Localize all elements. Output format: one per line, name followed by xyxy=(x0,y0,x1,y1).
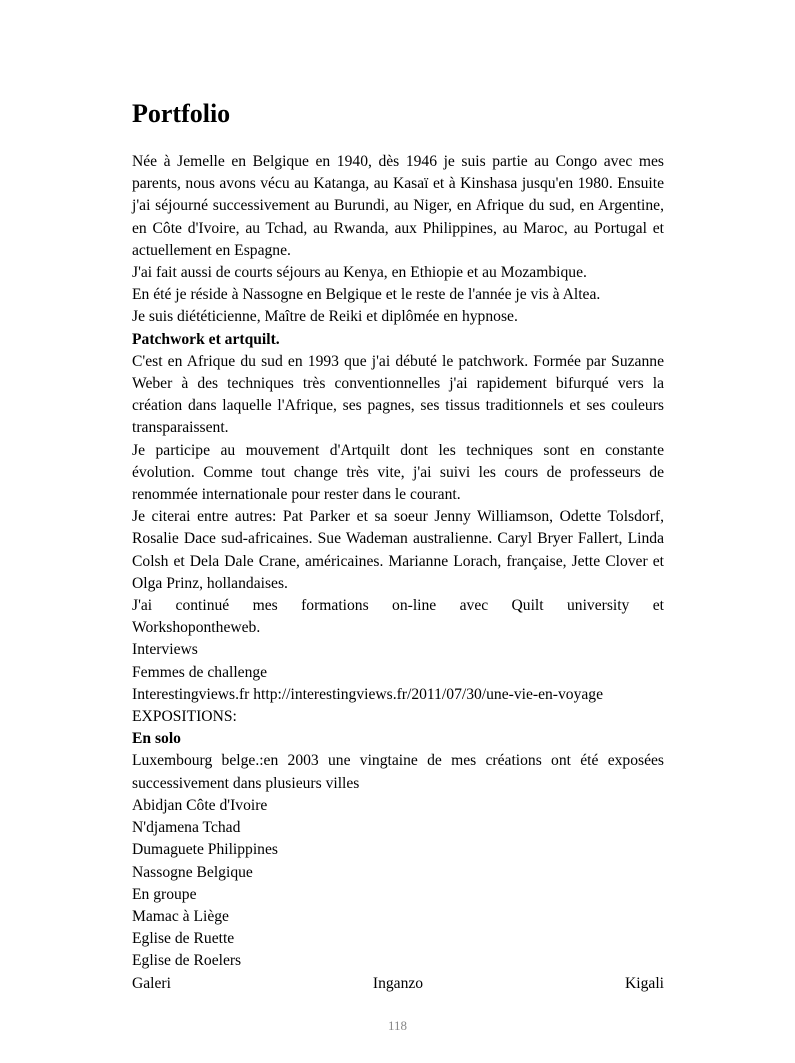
section-heading-patchwork: Patchwork et artquilt. xyxy=(132,330,280,348)
patchwork-paragraph: C'est en Afrique du sud en 1993 que j'ai débuté le patchwork. Formée par Suzanne Weber à des techniques très conventionnelles j'ai rapidement bifurqué vers la création dans laquelle l'Afrique, ses pagnes, ses tissus traditionnels et ses couleurs transparaissent. xyxy=(132,352,664,437)
solo-exhibition-item: Dumaguete Philippines xyxy=(132,841,278,859)
interview-item-link: Interestingviews.fr http://interestingviews.fr/2011/07/30/une-vie-en-voyage xyxy=(132,685,604,703)
group-exhibition-item: Mamac à Liège xyxy=(132,907,229,925)
group-exhibition-item: Eglise de Ruette xyxy=(132,930,235,948)
expositions-heading: EXPOSITIONS: xyxy=(132,708,237,726)
last-line-word: Kigali xyxy=(625,974,664,992)
solo-exhibition-item: N'djamena Tchad xyxy=(132,819,241,837)
intro-paragraph: Née à Jemelle en Belgique en 1940, dès 1946 je suis partie au Congo avec mes parents, nous avons vécu au Katanga, au Kasaï et à Kinshasa jusqu'en 1980. Ensuite j'ai séjourné successivement au Burundi, au Niger, en Afrique du sud, en Argentine, en Côte d'Ivoire, au Tchad, au Rwanda, aux Philippines, au Maroc, au Portugal et actuellement en Espagne. xyxy=(132,153,664,259)
interviews-heading: Interviews xyxy=(132,641,198,659)
last-line-word: Galeri xyxy=(132,974,171,992)
solo-exhibition-item: Abidjan Côte d'Ivoire xyxy=(132,796,268,814)
online-training-line-end: Workshopontheweb. xyxy=(132,619,261,637)
solo-exhibition-item: Nassogne Belgique xyxy=(132,863,253,881)
solo-intro: Luxembourg belge.:en 2003 une vingtaine de mes créations ont été exposées successivement dans plusieurs villes xyxy=(132,752,664,792)
patchwork-paragraph: Je citerai entre autres: Pat Parker et sa soeur Jenny Williamson, Odette Tolsdorf, Rosalie Dace sud-africaines. Sue Wademan australienne. Caryl Bryer Fallert, Linda Colsh et Dela Dale Crane, américaines. Marianne Lorach, française, Jette Clover et Olga Prinz, hollandaises. xyxy=(132,508,664,592)
interview-item: Femmes de challenge xyxy=(132,663,268,681)
online-training-line: J'ai continué mes formations on-line avec Quilt university et xyxy=(132,597,664,615)
intro-line: En été je réside à Nassogne en Belgique et le reste de l'année je vis à Altea. xyxy=(132,286,601,304)
last-line-word: Inganzo xyxy=(372,974,424,992)
document-page xyxy=(132,98,664,995)
intro-line: J'ai fait aussi de courts séjours au Kenya, en Ethiopie et au Mozambique. xyxy=(132,264,587,282)
group-exhibition-item: Eglise de Roelers xyxy=(132,952,242,970)
patchwork-paragraph: Je participe au mouvement d'Artquilt dont les techniques sont en constante évolution. Comme tout change très vite, j'ai suivi les cours de professeurs de renommée internationale pour rester dans le courant. xyxy=(132,441,664,504)
solo-heading: En solo xyxy=(132,730,181,748)
page-title: Portfolio xyxy=(132,99,231,128)
page-number: 118 xyxy=(387,1018,408,1033)
group-exhibition-last-line xyxy=(132,973,664,995)
intro-line: Je suis diététicienne, Maître de Reiki et diplômée en hypnose. xyxy=(132,308,518,326)
group-heading: En groupe xyxy=(132,885,197,903)
